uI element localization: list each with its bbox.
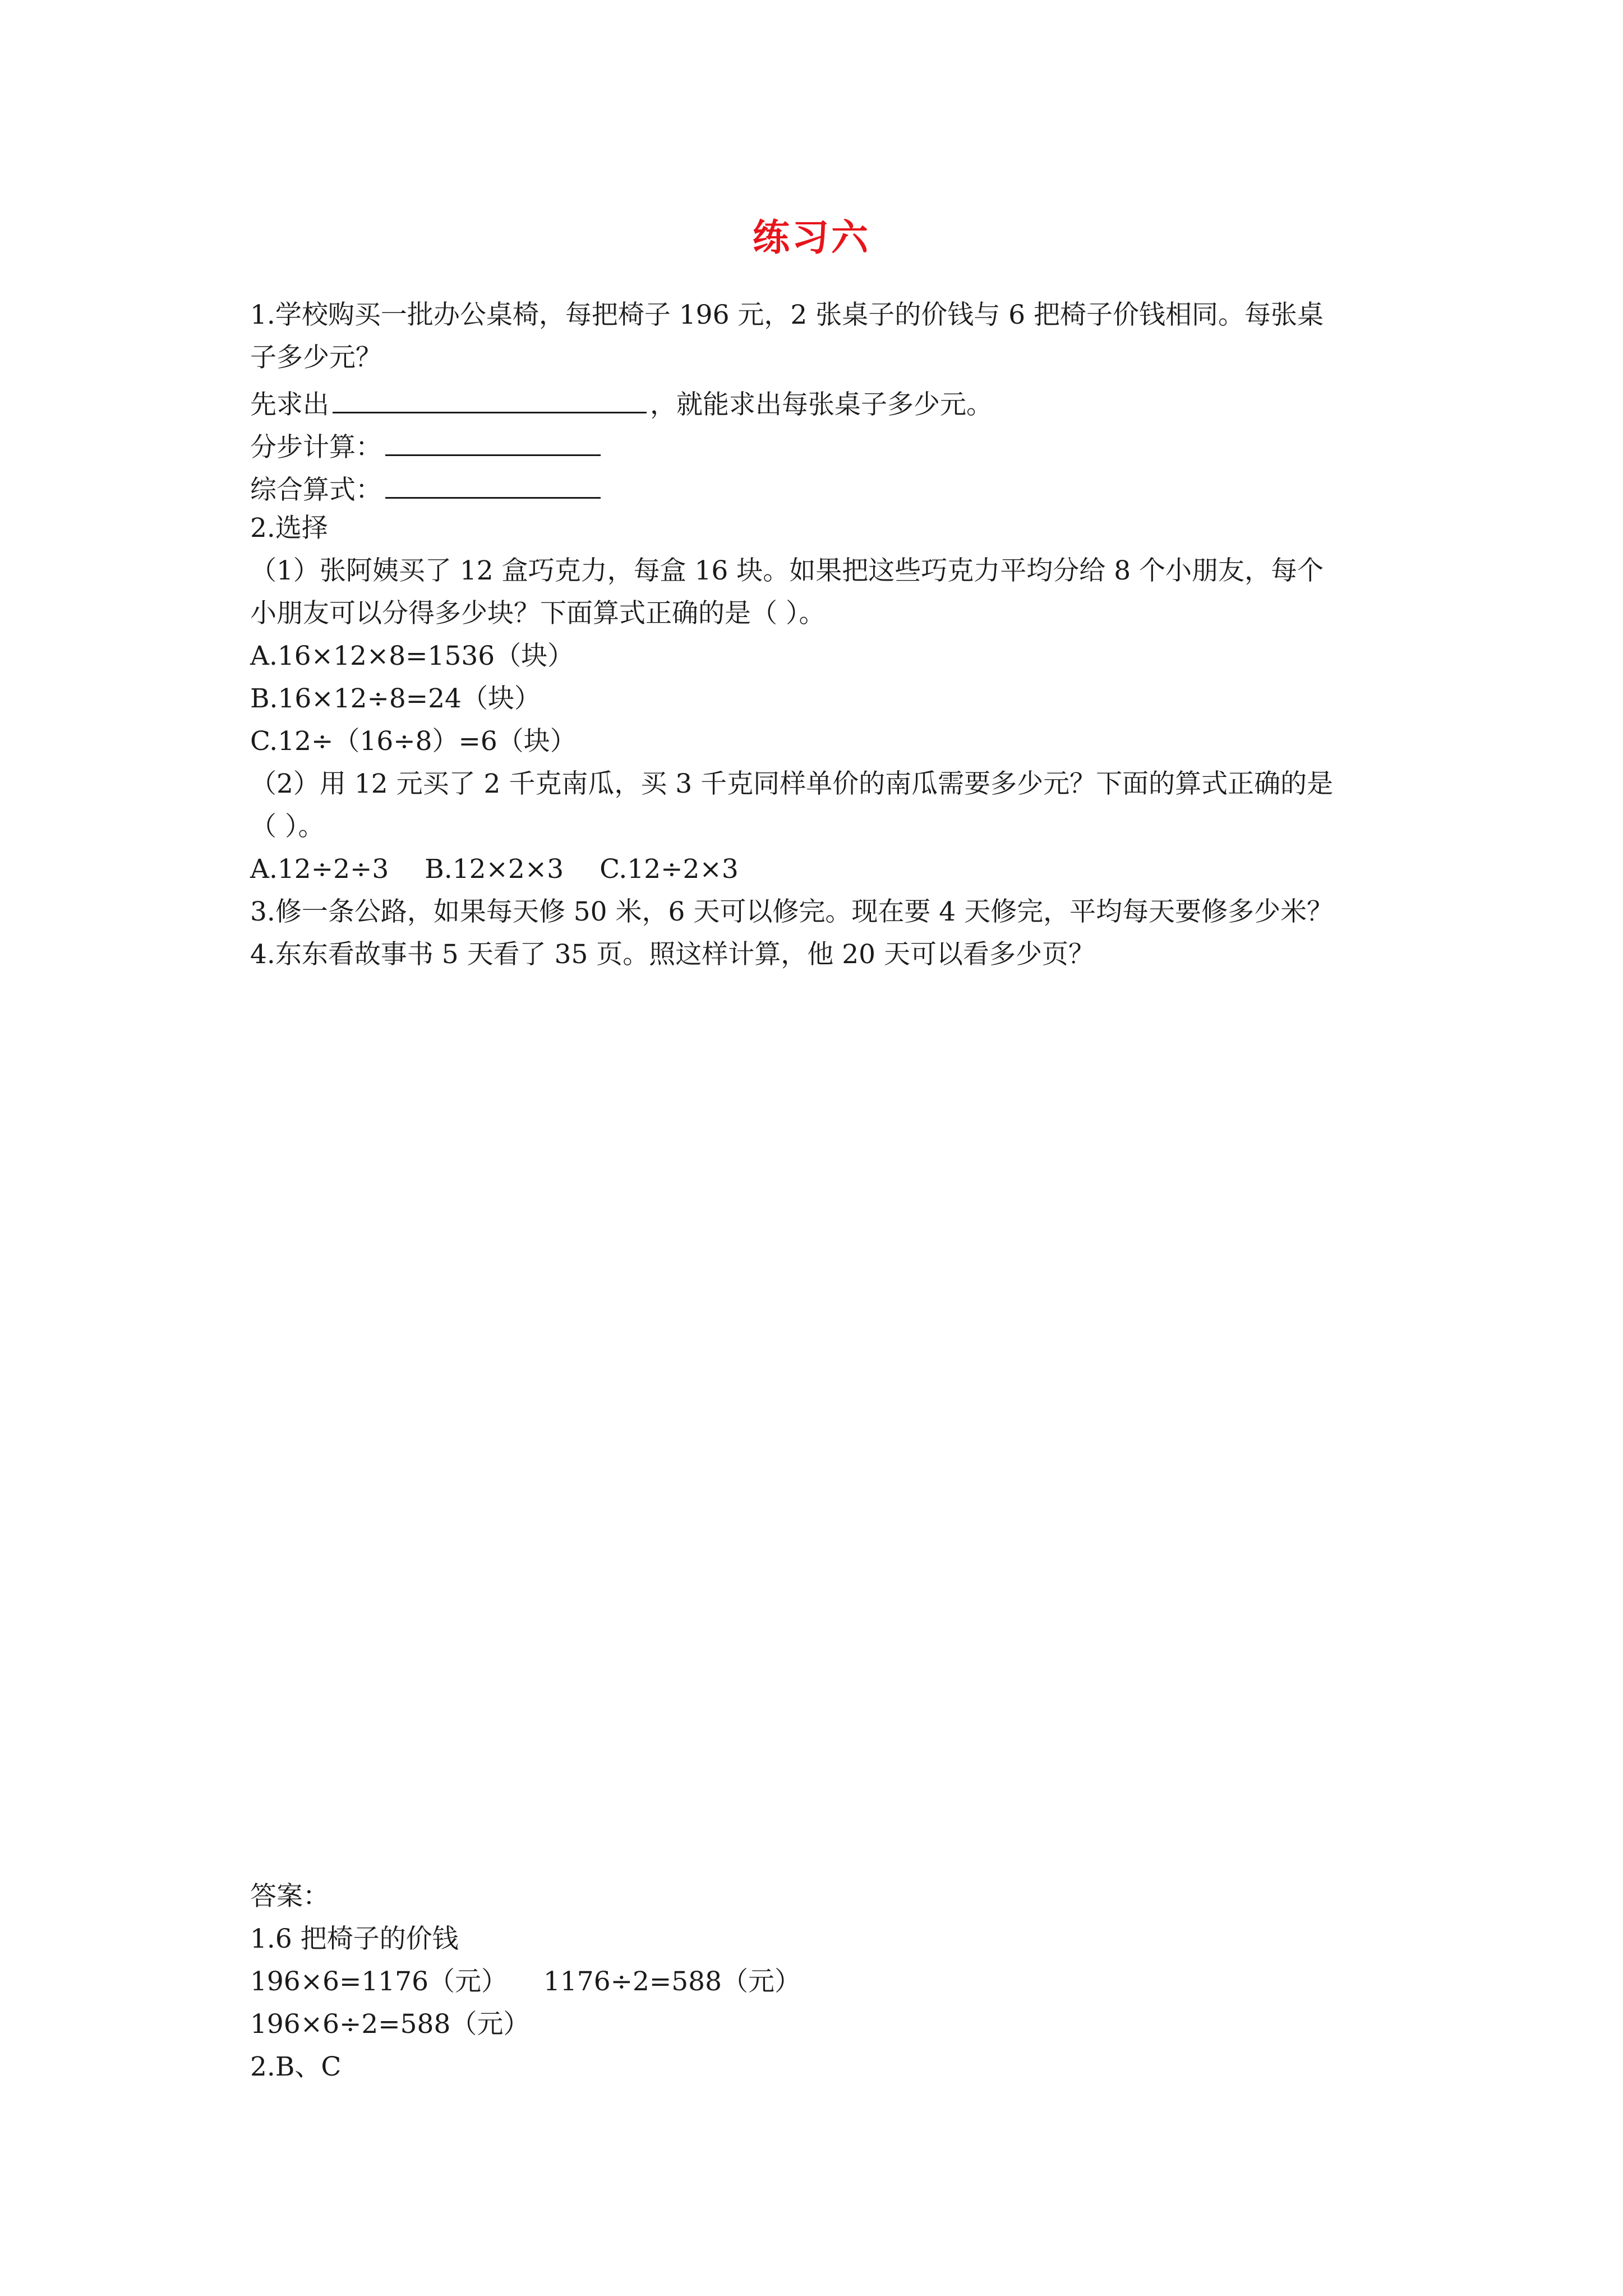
q2-sub1-option-b: B.16×12÷8=24（块） xyxy=(250,683,541,714)
q2-sub2-option-c: C.12÷2×3 xyxy=(600,854,739,885)
q2-sub2-line2: （ ）。 xyxy=(250,811,325,842)
answer-1-step2: 1176÷2=588（元） xyxy=(543,1966,801,1997)
q2-sub2-options xyxy=(250,848,1389,891)
answers-section xyxy=(250,1875,1389,2088)
answers-heading: 答案： xyxy=(250,1881,329,1912)
q1-step-line xyxy=(250,422,1389,464)
q1-fill-blank[interactable] xyxy=(333,379,647,413)
answer-2: 2.B、C xyxy=(250,2051,342,2082)
q1-step-blank[interactable] xyxy=(385,422,601,456)
q1-fill-prefix: 先求出 xyxy=(250,389,329,420)
answer-1-steps xyxy=(250,1960,1389,2003)
q2-sub2-line1: （2）用 12 元买了 2 千克南瓜，买 3 千克同样单价的南瓜需要多少元？下面的算式正确的是 xyxy=(250,769,1334,799)
q1-combined-blank[interactable] xyxy=(385,464,601,499)
q2-sub1-line1: （1）张阿姨买了 12 盒巧克力，每盒 16 块。如果把这些巧克力平均分给 8 个小朋友，每个 xyxy=(250,555,1324,586)
questions-section xyxy=(250,294,1389,976)
q3-text: 3.修一条公路，如果每天修 50 米，6 天可以修完。现在要 4 天修完，平均每天要修多少米？ xyxy=(250,896,1334,927)
q1-combined-label: 综合算式： xyxy=(250,475,382,505)
q1-step-label: 分步计算： xyxy=(250,432,382,463)
q1-combined-line xyxy=(250,464,1389,507)
q1-fill-suffix: ，就能求出每张桌子多少元。 xyxy=(650,389,993,420)
q1-text-line1: 1.学校购买一批办公桌椅，每把椅子 196 元，2 张桌子的价钱与 6 把椅子价钱相同。每张桌 xyxy=(250,300,1324,330)
answer-1-combined: 196×6÷2=588（元） xyxy=(250,2009,530,2040)
q2-sub2-option-a: A.12÷2÷3 xyxy=(250,854,389,885)
q1-fill-line xyxy=(250,379,1389,422)
q1-text-line2: 子多少元？ xyxy=(250,342,382,373)
q2-heading: 2.选择 xyxy=(250,513,328,544)
answer-1-step1: 196×6=1176（元） xyxy=(250,1966,508,1997)
q2-sub1-option-a: A.16×12×8=1536（块） xyxy=(250,641,574,671)
q4-text: 4.东东看故事书 5 天看了 35 页。照这样计算，他 20 天可以看多少页？ xyxy=(250,939,1095,970)
q2-sub2-option-b: B.12×2×3 xyxy=(425,854,564,885)
answer-1-line1: 1.6 把椅子的价钱 xyxy=(250,1924,459,1954)
q2-sub1-line2: 小朋友可以分得多少块？下面算式正确的是（ ）。 xyxy=(250,598,826,629)
q2-sub1-option-c: C.12÷（16÷8）=6（块） xyxy=(250,726,577,757)
page-title: 练习六 xyxy=(753,215,870,259)
